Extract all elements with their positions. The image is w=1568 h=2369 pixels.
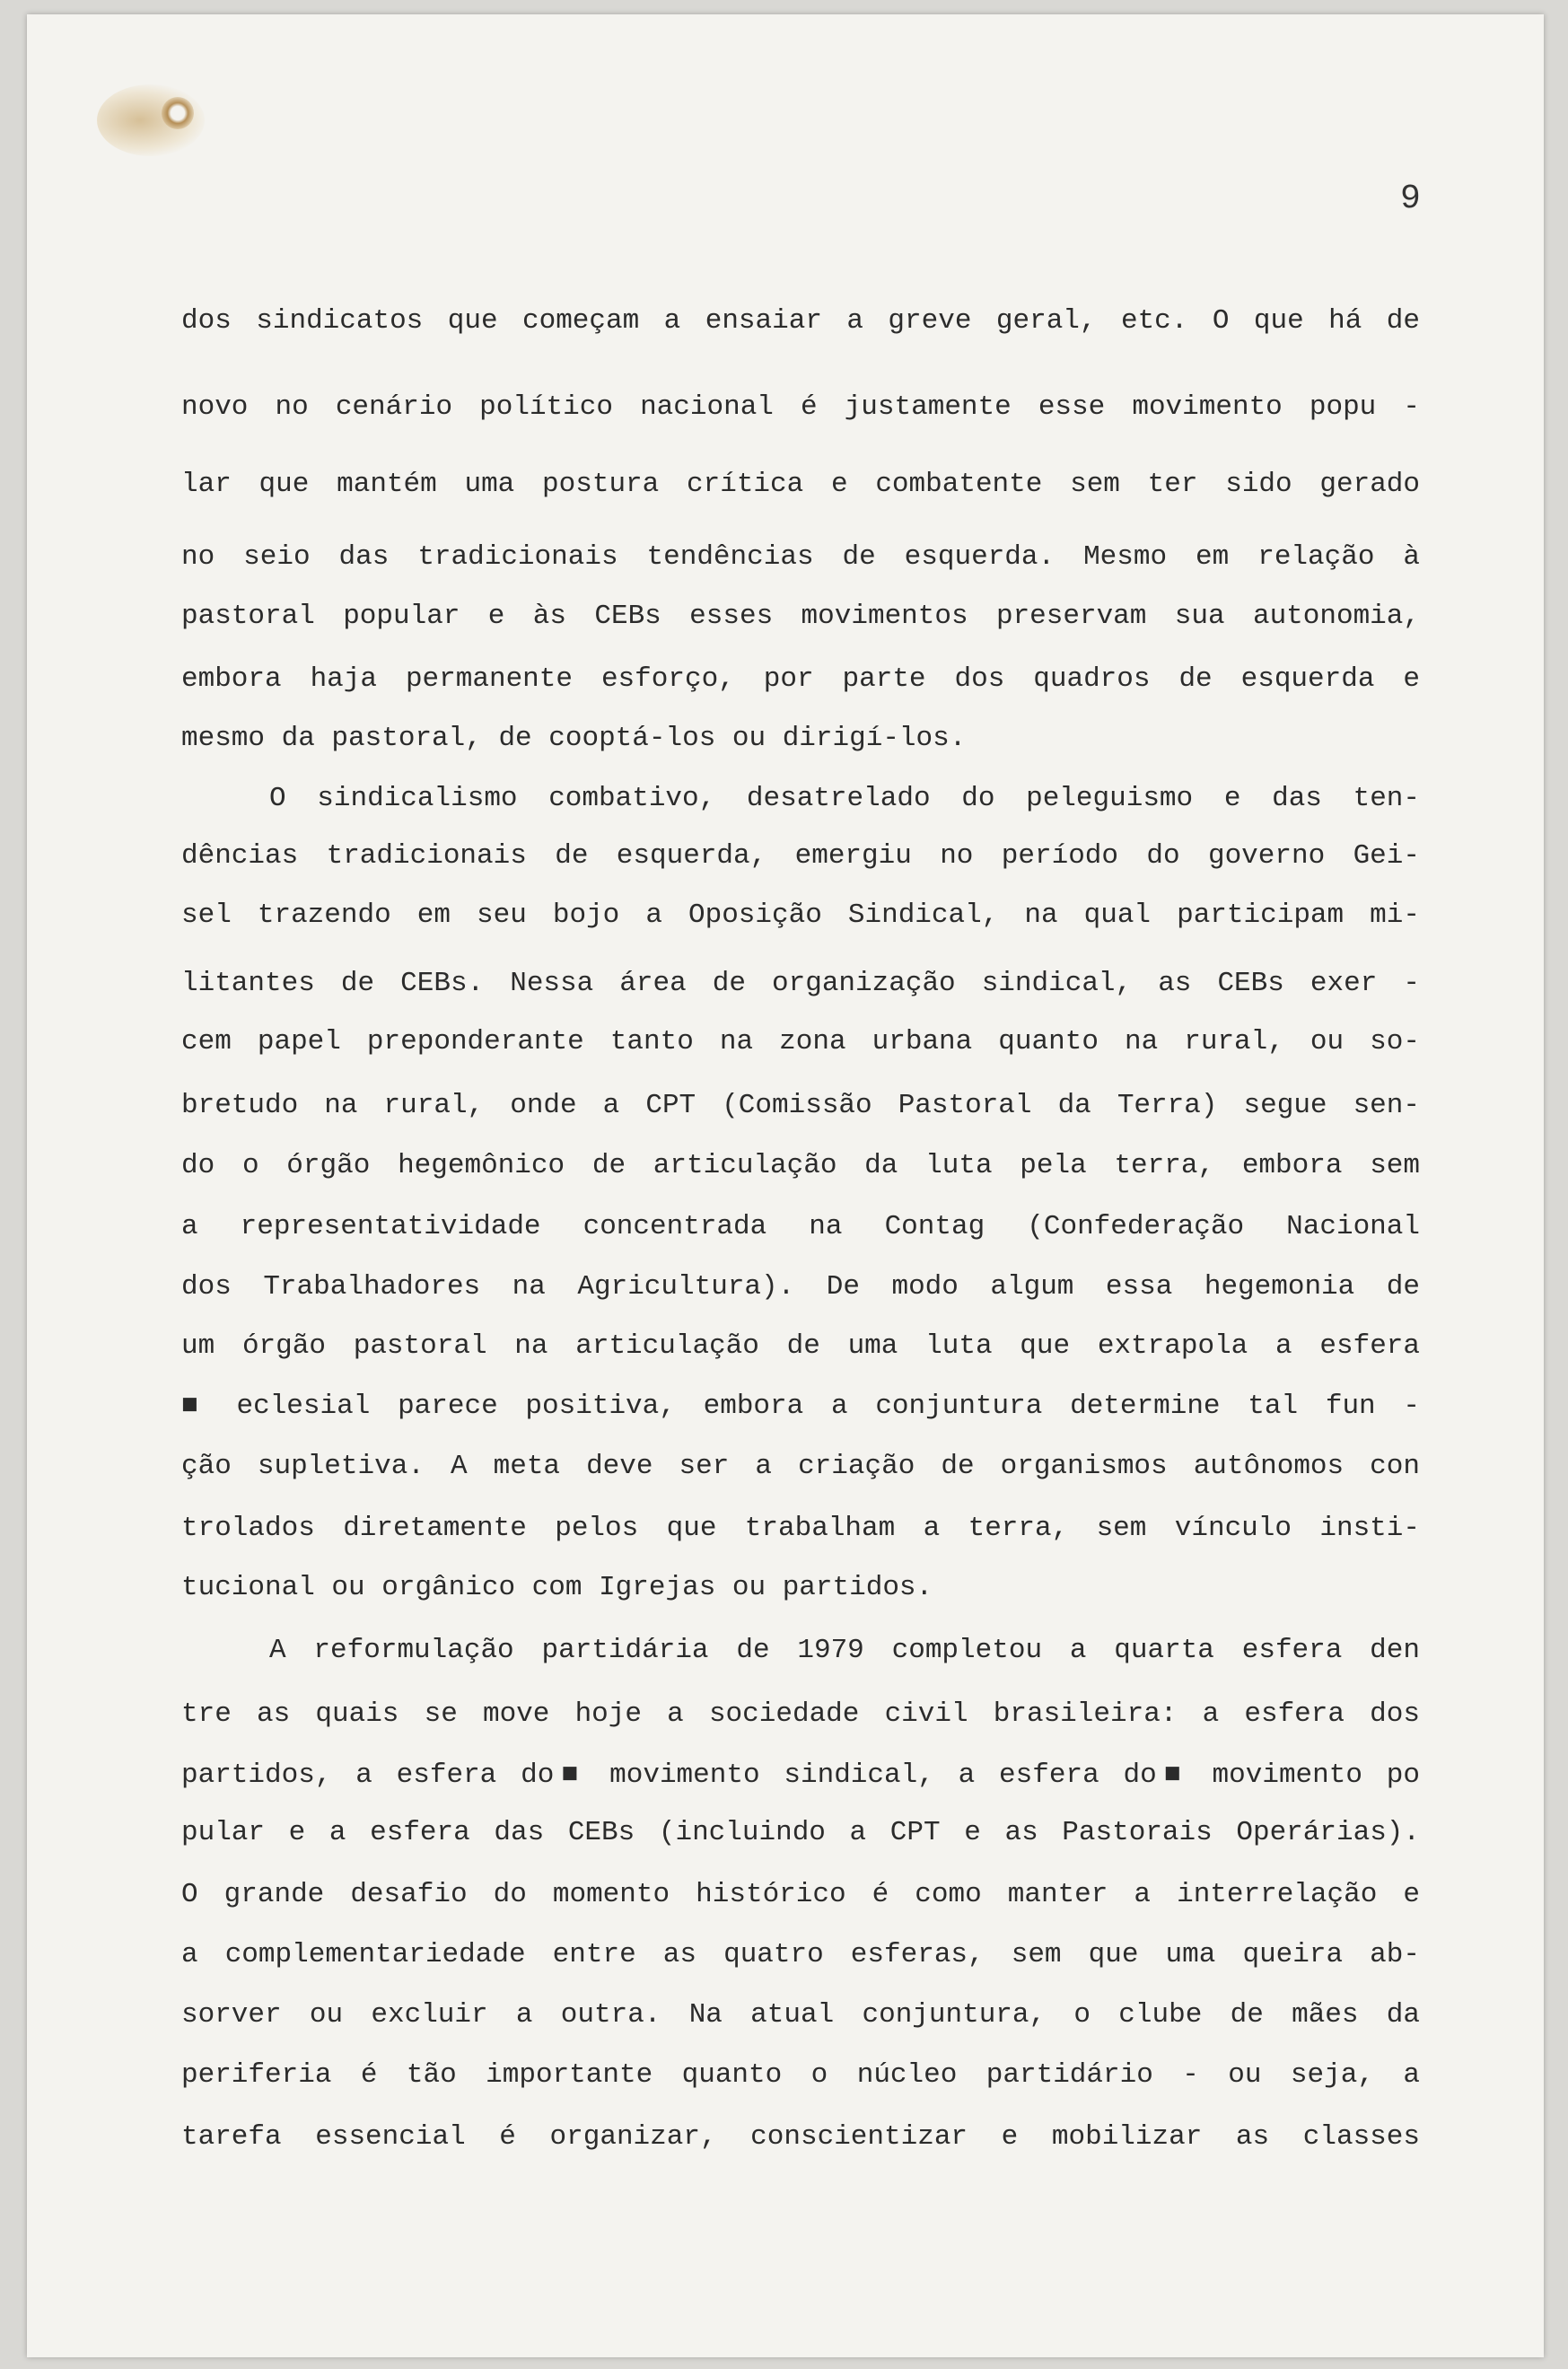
text-line: sel trazendo em seu bojo a Oposição Sindical, na qual participam mi- bbox=[181, 899, 1420, 931]
text-line: tre as quais se move hoje a sociedade civil brasileira: a esfera dos bbox=[181, 1698, 1420, 1730]
text-line: litantes de CEBs. Nessa área de organização sindical, as CEBs exer - bbox=[181, 968, 1420, 999]
text-line: O grande desafio do momento histórico é como manter a interrelação e bbox=[181, 1879, 1420, 1910]
text-line: tucional ou orgânico com Igrejas ou partidos. bbox=[181, 1572, 933, 1603]
text-line: ■ eclesial parece positiva, embora a conjuntura determine tal fun - bbox=[181, 1391, 1420, 1422]
text-line: do o órgão hegemônico de articulação da luta pela terra, embora sem bbox=[181, 1150, 1420, 1181]
text-line: cem papel preponderante tanto na zona urbana quanto na rural, ou so- bbox=[181, 1026, 1420, 1057]
text-line: dos Trabalhadores na Agricultura). De modo algum essa hegemonia de bbox=[181, 1271, 1420, 1303]
text-line: pastoral popular e às CEBs esses movimentos preservam sua autonomia, bbox=[181, 601, 1420, 632]
text-line: mesmo da pastoral, de cooptá-los ou dirigí-los. bbox=[181, 723, 967, 754]
text-line: um órgão pastoral na articulação de uma luta que extrapola a esfera bbox=[181, 1330, 1420, 1362]
text-line: tarefa essencial é organizar, conscientizar e mobilizar as classes bbox=[181, 2121, 1420, 2153]
page-number: 9 bbox=[1400, 180, 1421, 218]
text-line: embora haja permanente esforço, por parte dos quadros de esquerda e bbox=[181, 663, 1420, 695]
text-line: a complementariedade entre as quatro esferas, sem que uma queira ab- bbox=[181, 1939, 1420, 1970]
text-line: bretudo na rural, onde a CPT (Comissão Pastoral da Terra) segue sen- bbox=[181, 1090, 1420, 1121]
text-line: trolados diretamente pelos que trabalham a terra, sem vínculo insti- bbox=[181, 1513, 1420, 1544]
text-line: O sindicalismo combativo, desatrelado do peleguismo e das ten- bbox=[269, 783, 1420, 814]
text-line: partidos, a esfera do■ movimento sindical, a esfera do■ movimento po bbox=[181, 1759, 1420, 1791]
text-line: dos sindicatos que começam a ensaiar a greve geral, etc. O que há de bbox=[181, 305, 1420, 337]
stain-mark-small bbox=[162, 97, 194, 129]
text-line: periferia é tão importante quanto o núcleo partidário - ou seja, a bbox=[181, 2059, 1420, 2091]
text-line: novo no cenário político nacional é justamente esse movimento popu - bbox=[181, 391, 1420, 423]
text-line: lar que mantém uma postura crítica e combatente sem ter sido gerado bbox=[181, 469, 1420, 500]
text-line: ção supletiva. A meta deve ser a criação de organismos autônomos con bbox=[181, 1451, 1420, 1482]
text-line: A reformulação partidária de 1979 completou a quarta esfera den bbox=[269, 1635, 1420, 1666]
text-line: a representatividade concentrada na Contag (Confederação Nacional bbox=[181, 1211, 1420, 1242]
text-line: pular e a esfera das CEBs (incluindo a CPT e as Pastorais Operárias). bbox=[181, 1817, 1420, 1848]
text-line: dências tradicionais de esquerda, emergiu no período do governo Gei- bbox=[181, 840, 1420, 872]
text-line: sorver ou excluir a outra. Na atual conjuntura, o clube de mães da bbox=[181, 1999, 1420, 2031]
text-line: no seio das tradicionais tendências de esquerda. Mesmo em relação à bbox=[181, 541, 1420, 573]
